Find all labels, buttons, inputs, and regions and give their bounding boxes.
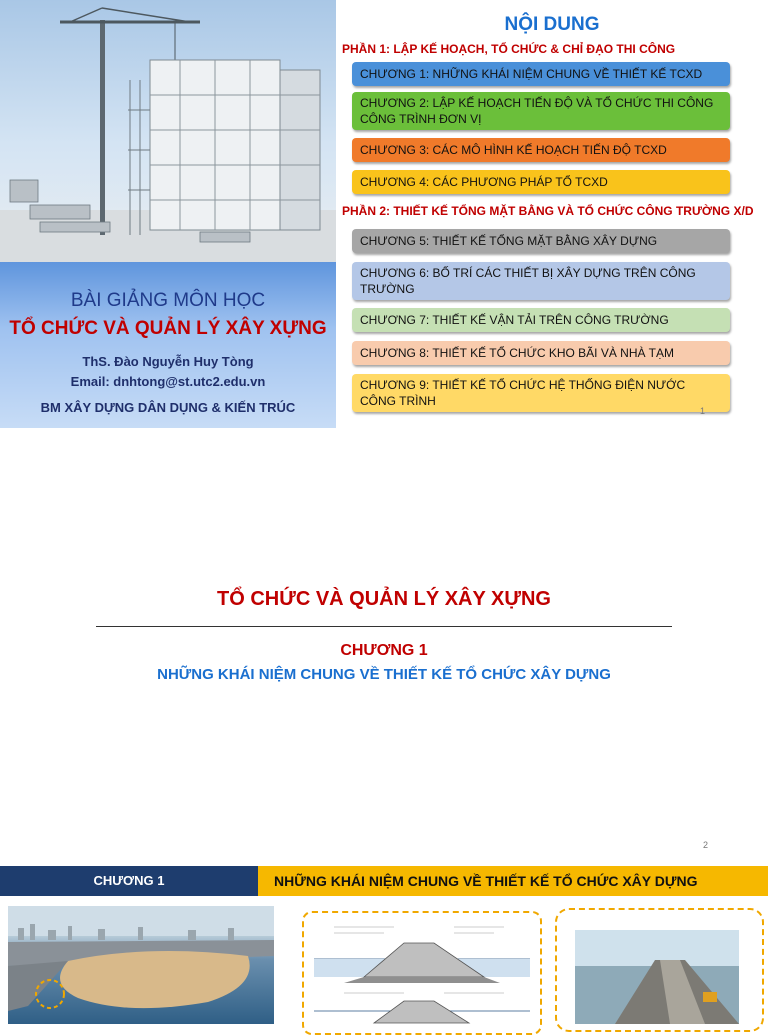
chapter-8-item[interactable]: CHƯƠNG 8: THIẾT KẾ TỔ CHỨC KHO BÃI VÀ NHÀ TẠM xyxy=(352,341,730,365)
breakwater-cross-section-diagram xyxy=(302,911,542,1035)
title-divider xyxy=(96,626,672,627)
cross-section-drawing xyxy=(304,913,540,1033)
port-aerial-drawing xyxy=(8,906,274,1024)
building-construction-illustration xyxy=(0,0,336,262)
breakwater-photo xyxy=(575,930,739,1024)
chapter-5-item[interactable]: CHƯƠNG 5: THIẾT KẾ TỔNG MẶT BẰNG XÂY DỰNG xyxy=(352,229,730,253)
breakwater-photo-drawing xyxy=(575,930,739,1024)
slide-3-title: NHỮNG KHÁI NIỆM CHUNG VỀ THIẾT KẾ TỔ CHỨC XÂY DỰNG xyxy=(274,873,698,889)
chapter-1-item[interactable]: CHƯƠNG 1: NHỮNG KHÁI NIỆM CHUNG VỀ THIẾT KẾ TCXD xyxy=(352,62,730,86)
port-aerial-photo xyxy=(8,906,274,1024)
part-2-title: PHẦN 2: THIẾT KẾ TỔNG MẶT BẰNG VÀ TỔ CHỨC CÔNG TRƯỜNG X/D xyxy=(342,204,754,218)
course-title: TỔ CHỨC VÀ QUẢN LÝ XÂY XỰNG xyxy=(9,318,327,339)
building-scaffold-drawing xyxy=(0,0,336,262)
chapter-label: CHƯƠNG 1 xyxy=(340,642,428,659)
course-label: BÀI GIẢNG MÔN HỌC xyxy=(70,290,266,311)
course-info-panel xyxy=(0,262,336,428)
chapter-3-item[interactable]: CHƯƠNG 3: CÁC MÔ HÌNH KẾ HOẠCH TIẾN ĐỘ TCXD xyxy=(352,138,730,162)
slide-1 xyxy=(0,0,768,428)
part-1-title: PHẦN 1: LẬP KẾ HOẠCH, TỔ CHỨC & CHỈ ĐẠO THI CÔNG xyxy=(342,42,676,56)
chapter-4-item[interactable]: CHƯƠNG 4: CÁC PHƯƠNG PHÁP TỔ TCXD xyxy=(352,170,730,194)
page-number: 1 xyxy=(700,406,706,416)
author-email: Email: dnhtong@st.utc2.edu.vn xyxy=(70,374,266,389)
chapter-2-item[interactable]: CHƯƠNG 2: LẬP KẾ HOẠCH TIẾN ĐỘ VÀ TỔ CHỨC THI CÔNG CÔNG TRÌNH ĐƠN VỊ xyxy=(352,92,730,130)
chapter-7-item[interactable]: CHƯƠNG 7: THIẾT KẾ VẬN TẢI TRÊN CÔNG TRƯỜNG xyxy=(352,308,730,332)
page-number: 2 xyxy=(703,840,709,850)
chapter-subtitle: NHỮNG KHÁI NIỆM CHUNG VỀ THIẾT KẾ TỔ CHỨC XÂY DỰNG xyxy=(157,666,611,683)
chapter-9-item[interactable]: CHƯƠNG 9: THIẾT KẾ TỔ CHỨC HỆ THỐNG ĐIỆN NƯỚC CÔNG TRÌNH xyxy=(352,374,730,412)
chapter-6-item[interactable]: CHƯƠNG 6: BỐ TRÍ CÁC THIẾT BỊ XÂY DỰNG TRÊN CÔNG TRƯỜNG xyxy=(352,262,730,300)
author-name: ThS. Đào Nguyễn Huy Tòng xyxy=(82,354,254,369)
slide-2-title: TỔ CHỨC VÀ QUẢN LÝ XÂY XỰNG xyxy=(217,588,551,610)
department-name: BM XÂY DỰNG DÂN DỤNG & KIẾN TRÚC xyxy=(40,400,296,415)
toc-heading: NỘI DUNG xyxy=(504,14,600,35)
slide-3-chapter-label: CHƯƠNG 1 xyxy=(0,866,258,896)
